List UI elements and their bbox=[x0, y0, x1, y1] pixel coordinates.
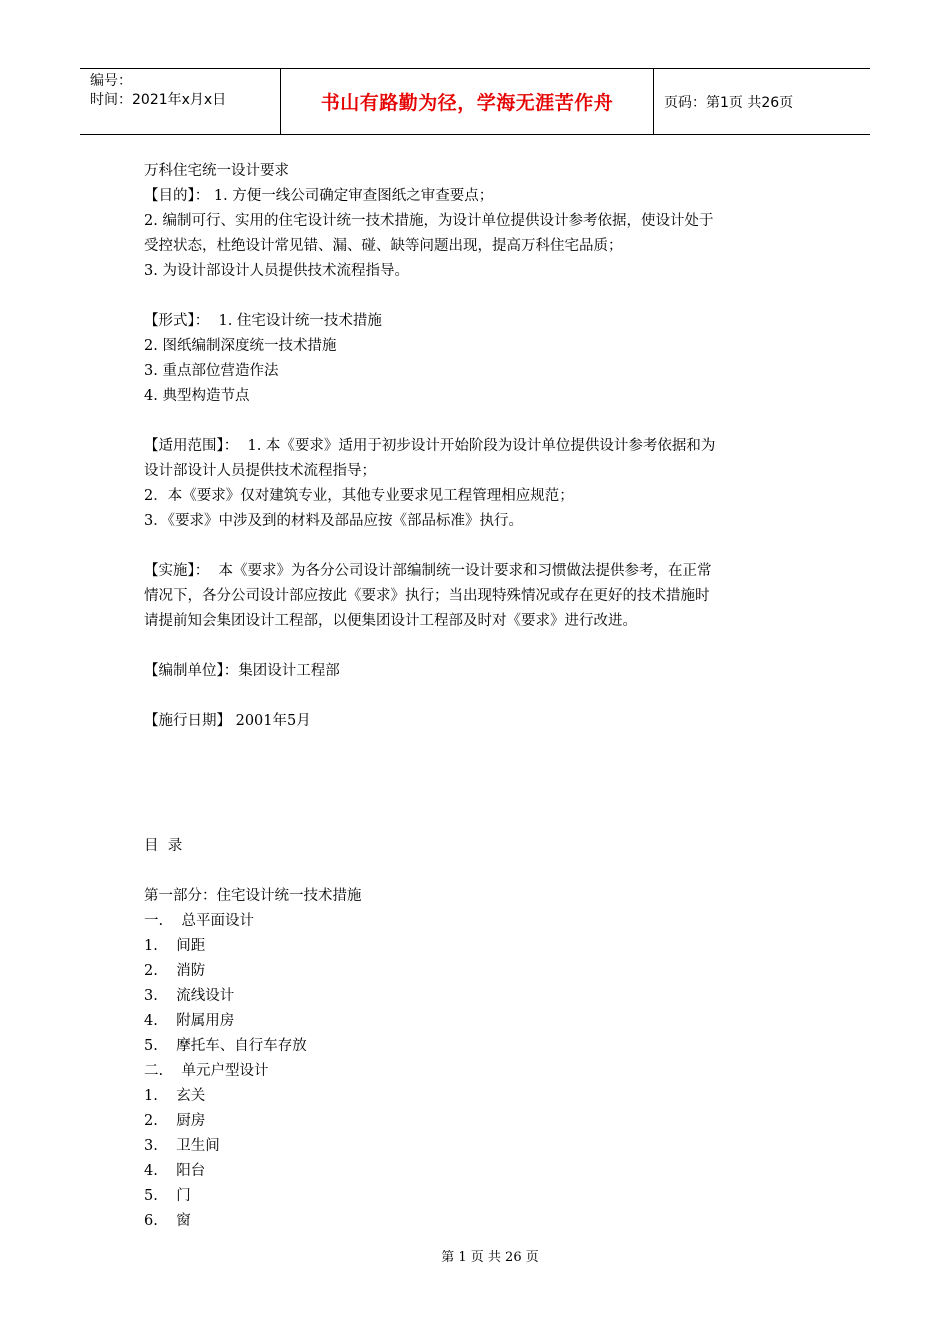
paragraph-line: 3. 为设计部设计人员提供技术流程指导。 bbox=[144, 263, 409, 279]
toc-item: 1. 间距 bbox=[144, 938, 206, 954]
header-number: 编号： bbox=[90, 73, 132, 89]
section-date: 【施行日期】 2001年5月 bbox=[144, 713, 311, 729]
section-implementation bbox=[144, 559, 824, 634]
document-title: 万科住宅统一设计要求 bbox=[144, 163, 289, 179]
toc-item: 4. 附属用房 bbox=[144, 1013, 235, 1029]
paragraph-line: 情况下，各分公司设计部应按此《要求》执行；当出现特殊情况或存在更好的技术措施时 bbox=[144, 588, 710, 604]
section-unit: 【编制单位】：集团设计工程部 bbox=[144, 663, 340, 679]
section-purpose bbox=[144, 184, 824, 284]
paragraph-line: 2. 图纸编制深度统一技术措施 bbox=[144, 338, 337, 354]
toc-item: 3. 卫生间 bbox=[144, 1138, 220, 1154]
page-header bbox=[80, 68, 870, 135]
paragraph-line: 3．《要求》中涉及到的材料及部品应按《部品标准》执行。 bbox=[144, 513, 523, 529]
paragraph-line: 【适用范围】： 1. 本《要求》适用于初步设计开始阶段为设计单位提供设计参考依据和为 bbox=[144, 438, 716, 454]
toc-item: 2. 消防 bbox=[144, 963, 206, 979]
toc-item: 1. 玄关 bbox=[144, 1088, 206, 1104]
paragraph-line: 3. 重点部位营造作法 bbox=[144, 363, 279, 379]
toc-item: 一. 总平面设计 bbox=[144, 913, 255, 929]
toc-title: 目 录 bbox=[144, 838, 183, 854]
section-scope bbox=[144, 434, 824, 534]
toc-item: 3. 流线设计 bbox=[144, 988, 235, 1004]
section-form bbox=[144, 309, 824, 409]
document-body bbox=[144, 159, 824, 1234]
paragraph-line: 【目的】： 1. 方便一线公司确定审查图纸之审查要点； bbox=[144, 188, 494, 204]
header-meta bbox=[80, 69, 281, 134]
paragraph-line: 4. 典型构造节点 bbox=[144, 388, 250, 404]
toc-item: 二. 单元户型设计 bbox=[144, 1063, 269, 1079]
paragraph-line: 请提前知会集团设计工程部，以便集团设计工程部及时对《要求》进行改进。 bbox=[144, 613, 637, 629]
paragraph-line: 【实施】： 本《要求》为各分公司设计部编制统一设计要求和习惯做法提供参考，在正常 bbox=[144, 563, 712, 579]
header-time: 时间：2021年x月x日 bbox=[90, 92, 227, 108]
header-page-info: 页码：第1页 共26页 bbox=[664, 94, 794, 111]
toc-item: 5. 门 bbox=[144, 1188, 191, 1204]
table-of-contents bbox=[144, 884, 824, 1234]
page-footer bbox=[0, 1246, 950, 1265]
toc-item: 5. 摩托车、自行车存放 bbox=[144, 1038, 307, 1054]
paragraph-line: 2．本《要求》仅对建筑专业，其他专业要求见工程管理相应规范； bbox=[144, 488, 574, 504]
footer-page-number: 第 1 页 共 26 页 bbox=[441, 1250, 539, 1265]
toc-item: 6. 窗 bbox=[144, 1213, 191, 1229]
paragraph-line: 2. 编制可行、实用的住宅设计统一技术措施，为设计单位提供设计参考依据，使设计处于 bbox=[144, 213, 714, 229]
header-motto: 书山有路勤为径，学海无涯苦作舟 bbox=[281, 69, 654, 134]
paragraph-line: 设计部设计人员提供技术流程指导； bbox=[144, 463, 376, 479]
toc-item: 4. 阳台 bbox=[144, 1163, 206, 1179]
toc-item: 2. 厨房 bbox=[144, 1113, 206, 1129]
paragraph-line: 受控状态，杜绝设计常见错、漏、碰、缺等问题出现，提高万科住宅品质； bbox=[144, 238, 623, 254]
toc-item: 第一部分：住宅设计统一技术措施 bbox=[144, 888, 362, 904]
paragraph-line: 【形式】： 1. 住宅设计统一技术措施 bbox=[144, 313, 382, 329]
